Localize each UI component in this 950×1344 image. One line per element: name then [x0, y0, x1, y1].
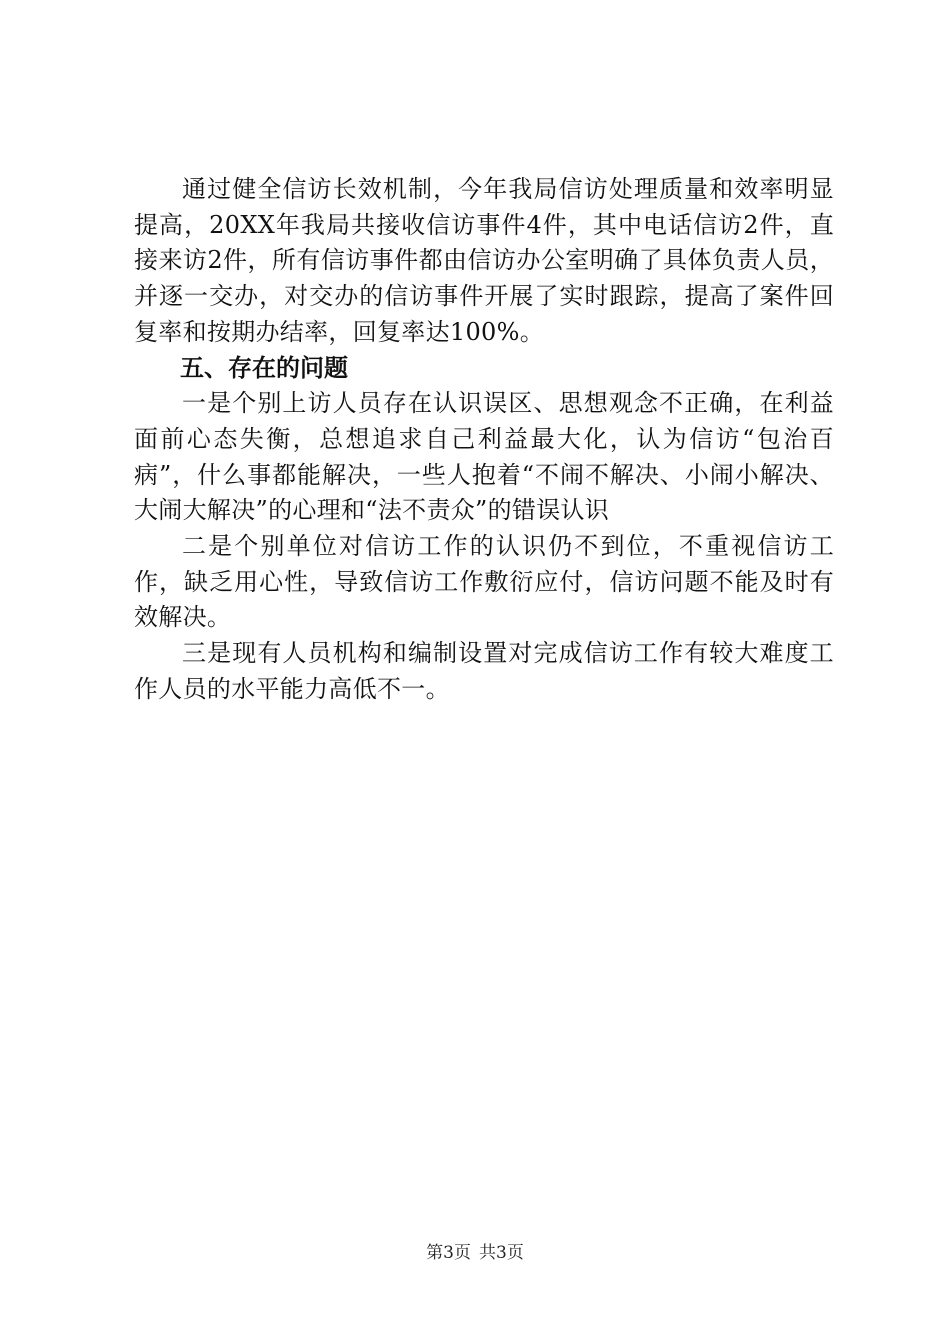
page-number-total: 共3页	[479, 1243, 524, 1263]
page-footer	[0, 1241, 950, 1265]
paragraph-complaint-handling: 通过健全信访长效机制，今年我局信访处理质量和效率明显提高，20XX年我局共接收信访事件4件，其中电话信访2件，直接来访2件，所有信访事件都由信访办公室明确了具体负责人员，并逐一交办，对交办的信访事件开展了实时跟踪，提高了案件回复率和按期办结率，回复率达100%。	[134, 175, 834, 346]
document-body	[134, 172, 834, 708]
paragraph-issue-1: 一是个别上访人员存在认识误区、思想观念不正确，在利益面前心态失衡，总想追求自己利益最大化，认为信访“包治百病”，什么事都能解决，一些人抱着“不闹不解决、小闹小解决、大闹大解决”的心理和“法不责众”的错误认识	[134, 389, 834, 525]
page-number-current: 第3页	[426, 1243, 471, 1263]
section-heading-existing-problems: 五、存在的问题	[180, 353, 348, 382]
paragraph-issue-2: 二是个别单位对信访工作的认识仍不到位，不重视信访工作，缺乏用心性，导致信访工作敷衍应付，信访问题不能及时有效解决。	[134, 532, 834, 632]
paragraph-issue-3: 三是现有人员机构和编制设置对完成信访工作有较大难度工作人员的水平能力高低不一。	[134, 639, 834, 703]
